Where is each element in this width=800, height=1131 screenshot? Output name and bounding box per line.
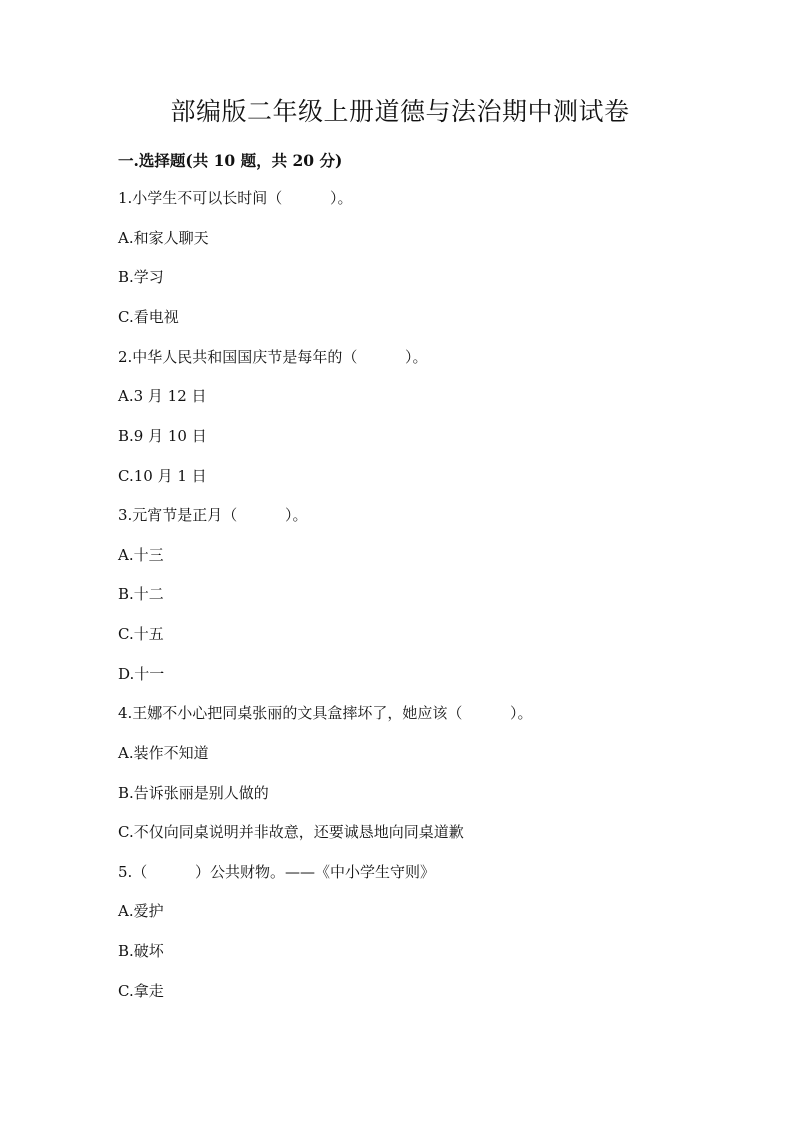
page-title: 部编版二年级上册道德与法治期中测试卷 bbox=[170, 97, 630, 126]
question-1-option-b: B.学习 bbox=[118, 268, 164, 286]
question-5-option-b: B.破坏 bbox=[118, 942, 164, 960]
question-2-option-b: B.9 月 10 日 bbox=[118, 427, 207, 445]
question-4-option-a: A.装作不知道 bbox=[118, 744, 209, 762]
section-heading: 一.选择题(共 10 题，共 20 分) bbox=[118, 151, 343, 170]
question-1-option-a: A.和家人聊天 bbox=[118, 229, 209, 247]
question-5-stem: 5.（ ）公共财物。——《中小学生守则》 bbox=[118, 863, 435, 881]
question-3-option-d: D.十一 bbox=[118, 665, 165, 683]
question-2-stem: 2.中华人民共和国国庆节是每年的（ ）。 bbox=[118, 348, 428, 366]
question-4-option-b: B.告诉张丽是别人做的 bbox=[118, 784, 269, 802]
question-5-option-a: A.爱护 bbox=[118, 902, 164, 920]
question-2-option-c: C.10 月 1 日 bbox=[118, 467, 207, 485]
question-3-option-b: B.十二 bbox=[118, 585, 164, 603]
question-4-option-c: C.不仅向同桌说明并非故意，还要诚恳地向同桌道歉 bbox=[118, 823, 464, 841]
question-5-option-c: C.拿走 bbox=[118, 982, 164, 1000]
question-4-stem: 4.王娜不小心把同桌张丽的文具盒摔坏了，她应该（ ）。 bbox=[118, 704, 533, 722]
question-3-stem: 3.元宵节是正月（ ）。 bbox=[118, 506, 308, 524]
question-1-stem: 1.小学生不可以长时间（ ）。 bbox=[118, 189, 353, 207]
question-3-option-a: A.十三 bbox=[118, 546, 164, 564]
question-2-option-a: A.3 月 12 日 bbox=[118, 387, 207, 405]
question-1-option-c: C.看电视 bbox=[118, 308, 179, 326]
question-3-option-c: C.十五 bbox=[118, 625, 164, 643]
